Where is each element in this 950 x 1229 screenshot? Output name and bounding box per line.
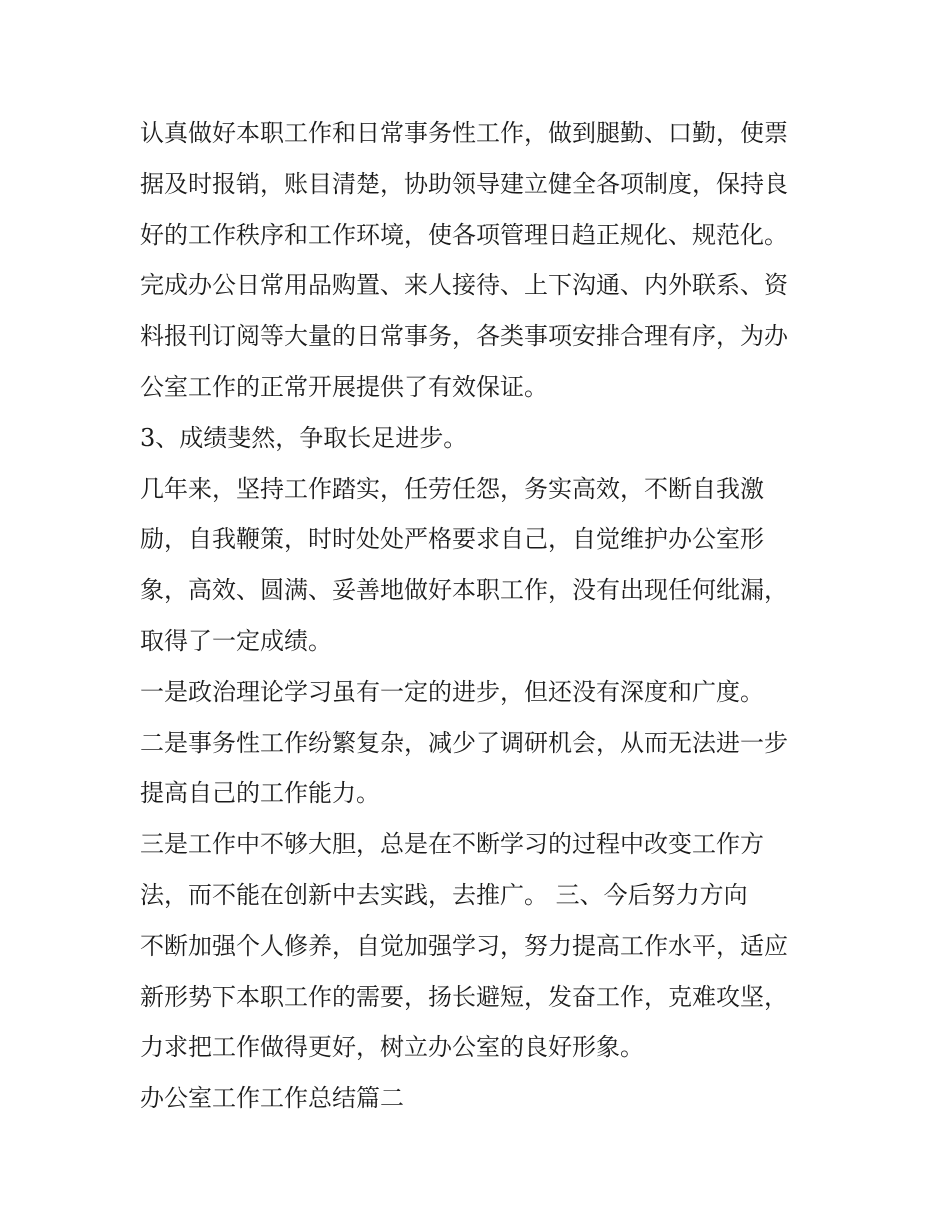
text-line: 公室工作的正常开展提供了有效保证。 xyxy=(140,372,548,401)
text-line: 三是工作中不够大胆，总是在不断学习的过程中改变工作方 xyxy=(140,830,764,859)
text-line: 力求把工作做得更好，树立办公室的良好形象。 xyxy=(140,1033,644,1062)
text-line: 认真做好本职工作和日常事务性工作，做到腿勤、口勤，使票 xyxy=(140,119,788,147)
text-line: 励，自我鞭策，时时处处严格要求自己，自觉维护办公室形 xyxy=(140,525,764,554)
text-line: 不断加强个人修养，自觉加强学习，努力提高工作水平，适应 xyxy=(140,931,788,960)
document-body xyxy=(140,108,830,1124)
text-line: 料报刊订阅等大量的日常事务，各类事项安排合理有序，为办 xyxy=(140,322,788,351)
text-line: 二是事务性工作纷繁复杂，减少了调研机会，从而无法进一步 xyxy=(140,728,788,757)
text-line: 提高自己的工作能力。 xyxy=(140,779,380,808)
section-heading: 3、成绩斐然，争取长足进步。 xyxy=(140,423,468,452)
text-line: 几年来，坚持工作踏实，任劳任怨，务实高效，不断自我激 xyxy=(140,474,764,503)
text-line: 据及时报销，账目清楚，协助领导建立健全各项制度，保持良 xyxy=(140,169,788,198)
text-line: 象，高效、圆满、妥善地做好本职工作，没有出现任何纰漏， xyxy=(140,576,788,605)
text-line: 取得了一定成绩。 xyxy=(140,626,332,655)
text-line: 好的工作秩序和工作环境，使各项管理日趋正规化、规范化。 xyxy=(140,220,788,249)
text-line: 一是政治理论学习虽有一定的进步，但还没有深度和广度。 xyxy=(140,677,764,706)
text-line: 法，而不能在创新中去实践，去推广。 三、今后努力方向 xyxy=(140,880,748,909)
text-line: 完成办公日常用品购置、来人接待、上下沟通、内外联系、资 xyxy=(140,271,788,300)
section-title: 办公室工作工作总结篇二 xyxy=(140,1084,404,1113)
text-line: 新形势下本职工作的需要，扬长避短，发奋工作，克难攻坚， xyxy=(140,982,788,1011)
